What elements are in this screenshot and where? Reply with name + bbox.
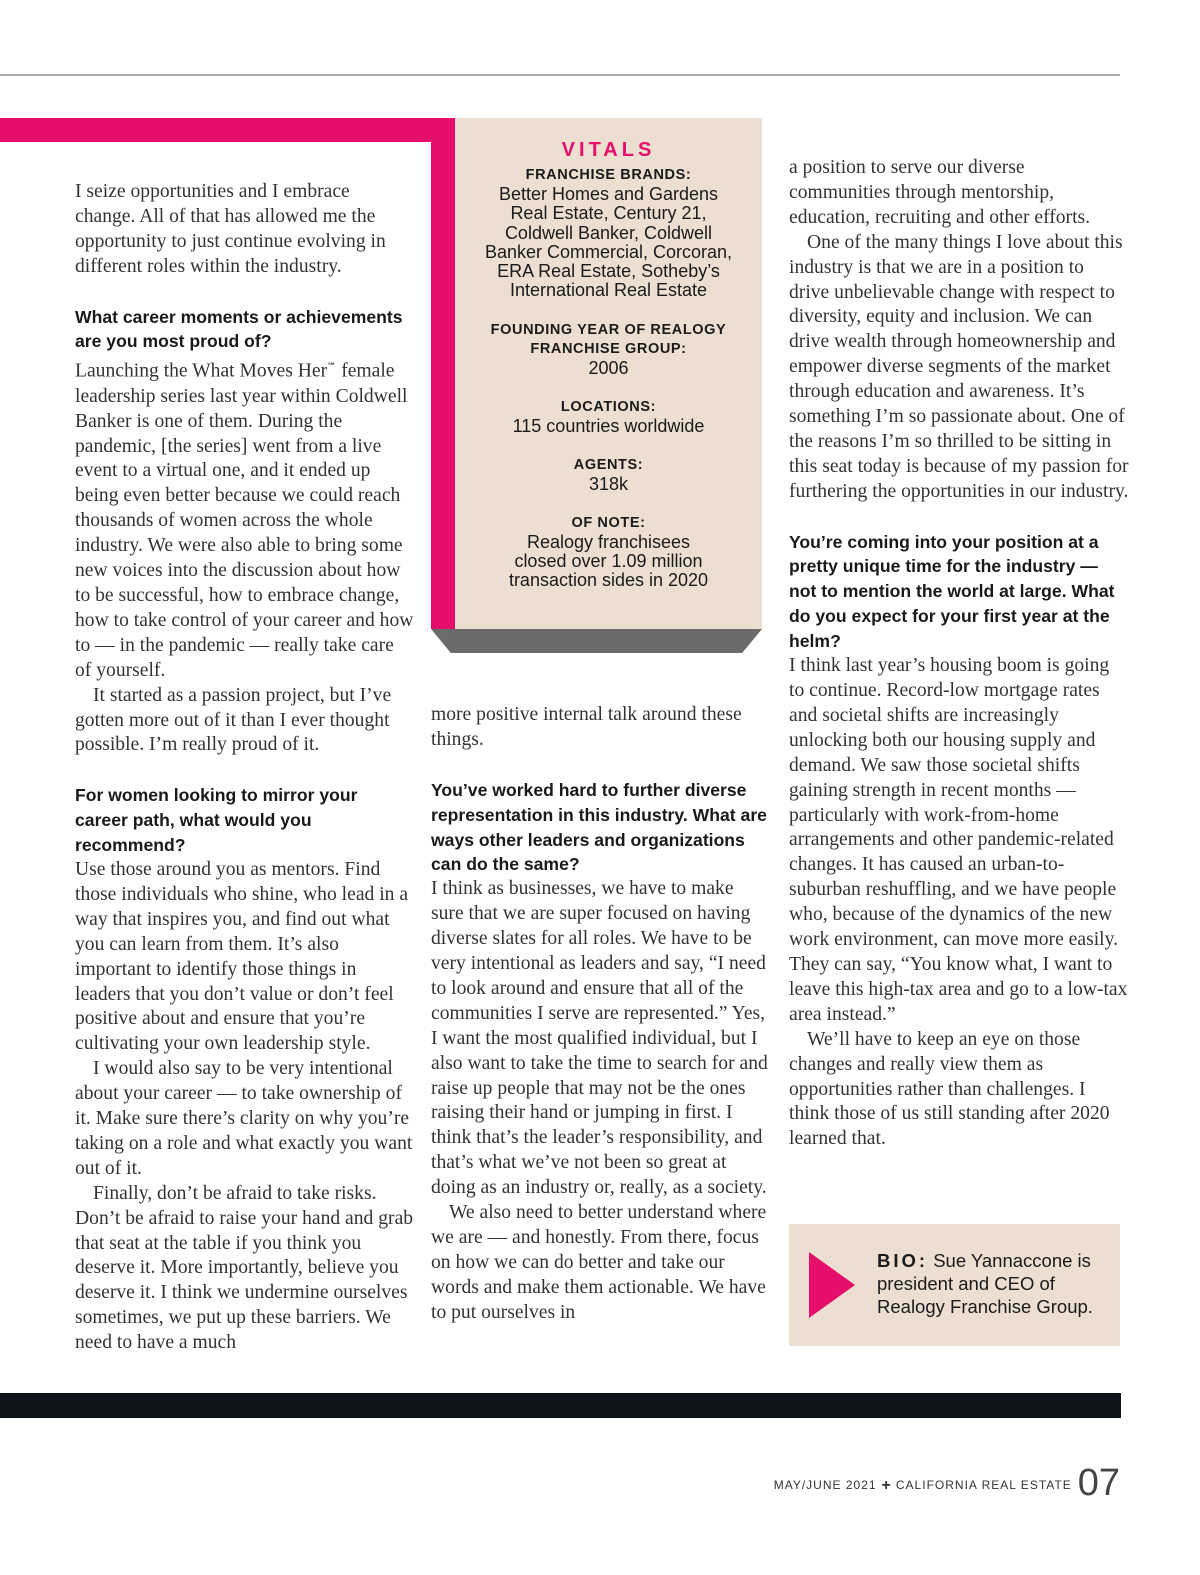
- interview-question: You’ve worked hard to further diverse representation in this industry. What are ways other leaders and organizations can do the same?: [431, 779, 767, 875]
- bio-label: BIO:: [877, 1250, 929, 1271]
- paragraph: a position to serve our diverse communities through mentorship, education, recruiting and other efforts.: [789, 157, 1091, 228]
- vitals-title: VITALS: [561, 139, 656, 161]
- paragraph: We also need to better understand where we are — and honestly. From there, focus on how we can do better and take our words and make them actionable. We have to put ourselves in: [431, 1202, 767, 1323]
- vitals-sidebar: [455, 118, 762, 629]
- vitals-brands: [455, 166, 762, 301]
- play-arrow-icon: [809, 1252, 855, 1318]
- paragraph: I think last year’s housing boom is going to continue. Record-low mortgage rates and societal shifts are increasingly unlocking both our housing supply and demand. We saw those societal shifts gaining strength in recent months — particularly with work-from-home arrangements and other pandemic-related changes. It has caused an urban-to-suburban reshuffling, and we have people who, because of the dynamics of the new work environment, can move more easily. They can say, “You know what, I want to leave this high-tax area and go to a low-tax area instead.”: [789, 655, 1128, 1025]
- bottom-dark-band: [0, 1393, 1121, 1418]
- bio-body: Sue Yannaccone is president and CEO of Realogy Franchise Group.: [877, 1250, 1093, 1317]
- paragraph: Launching the What Moves Her℠ female leadership series last year within Coldwell Banker is one of them. During the pandemic, [the series] went from a live event to a virtual one, and it ended up being even better because we could reach thousands of women across the whole industry. We were also able to bring some new voices into the discussion about how to be successful, how to embrace change, how to take control of your career and how to — in the pandemic — really take care of yourself.: [75, 360, 414, 681]
- vitals-shadow-foot: [431, 629, 762, 653]
- paragraph: We’ll have to keep an eye on those changes and really view them as opportunities rather than challenges. I think those of us still standing after 2020 learned that.: [789, 1028, 1110, 1150]
- paragraph: more positive internal talk around these things.: [431, 704, 742, 750]
- brands-line: Banker Commercial, Corcoran,: [484, 241, 733, 262]
- article-column-3: [789, 156, 1129, 1152]
- brands-line: ERA Real Estate, Sotheby’s: [497, 261, 720, 282]
- pink-accent-vertical: [431, 118, 455, 629]
- brands-line: Coldwell Banker, Coldwell: [504, 222, 713, 243]
- page-number: 07: [1077, 1462, 1120, 1504]
- bio-box: [789, 1224, 1120, 1346]
- interview-question: For women looking to mirror your career path, what would you recommend?: [75, 785, 358, 856]
- paragraph: Use those around you as mentors. Find those individuals who shine, who lead in a way that inspires you, and find out what you can learn from them. It’s also important to identify those things in leaders that you don’t value or don’t feel positive about and ensure that you’re cultivating your own leadership style.: [75, 858, 409, 1055]
- paragraph: I would also say to be very intentional about your career — to take ownership of it. Make sure there’s clarity on why you’re taking on a role and what exactly you want out of it.: [75, 1058, 413, 1179]
- paragraph: Finally, don’t be afraid to take risks. Don’t be afraid to raise your hand and grab that seat at the table if you think you deserve it. More importantly, believe you deserve it. I think we undermine ourselves sometimes, we put up these barriers. We need to have a much: [75, 1182, 414, 1354]
- paragraph: It started as a passion project, but I’ve gotten more out of it than I ever thought possible. I’m really proud of it.: [75, 684, 392, 756]
- top-divider-rule: [0, 74, 1120, 76]
- brands-label: FRANCHISE BRANDS:: [525, 167, 692, 183]
- agents-value: 318k: [588, 473, 629, 494]
- brands-line: Better Homes and Gardens: [498, 184, 719, 204]
- founding-label: FOUNDING YEAR OF REALOGY FRANCHISE GROUP:: [490, 321, 727, 357]
- agents-label: AGENTS:: [573, 456, 644, 473]
- article-column-2: [431, 703, 771, 1326]
- founding-value: 2006: [588, 357, 629, 378]
- plus-icon: +: [881, 1477, 891, 1494]
- vitals-agents: [455, 456, 762, 494]
- brands-line: International Real Estate: [509, 280, 708, 301]
- interview-question: You’re coming into your position at a pretty unique time for the industry — not to mention the world at large. What do you expect for your first year at the helm?: [789, 531, 1115, 652]
- pink-accent-bar: [0, 118, 455, 142]
- note-value: Realogy franchisees closed over 1.09 million transaction sides in 2020: [508, 531, 709, 590]
- vitals-locations: [455, 398, 762, 436]
- footer-issue: MAY/JUNE 2021: [773, 1478, 877, 1492]
- brands-line: Real Estate, Century 21,: [510, 203, 707, 224]
- article-column-1: [75, 180, 415, 1356]
- page-footer: [773, 1462, 1120, 1504]
- locations-value: 115 countries worldwide: [512, 415, 705, 436]
- locations-label: LOCATIONS:: [560, 398, 657, 415]
- vitals-note: [455, 514, 762, 590]
- paragraph: I think as businesses, we have to make sure that we are super focused on having diverse slates for all roles. We have to be very intentional as leaders and say, “I need to look around and ensure that all of the communities I serve are represented.” Yes, I want the most qualified individual, but I also want to take the time to search for and raise up people that may not be the ones raising their hand or jumping in first. I think that’s the leader’s responsibility, and that’s what we’ve not been so great at doing as an industry or, really, as a society.: [431, 878, 768, 1199]
- interview-question: What career moments or achievements are you most proud of?: [75, 306, 403, 352]
- paragraph: I seize opportunities and I embrace change. All of that has allowed me the opportunity to just continue evolving in different roles within the industry.: [75, 181, 386, 277]
- service-mark: ℠: [327, 361, 337, 372]
- brands-list: [455, 185, 762, 301]
- vitals-founding: [455, 321, 762, 378]
- footer-publication: CALIFORNIA REAL ESTATE: [895, 1478, 1072, 1492]
- note-label: OF NOTE:: [571, 514, 646, 531]
- bio-text: [877, 1249, 1107, 1318]
- paragraph: One of the many things I love about this industry is that we are in a position to drive unbelievable change with respect to diversity, equity and inclusion. We can drive wealth through homeownership and empower diverse segments of the market through education and awareness. It’s something I’m so passionate about. One of the reasons I’m so thrilled to be sitting in this seat today is because of my passion for furthering the opportunities in our industry.: [789, 231, 1129, 502]
